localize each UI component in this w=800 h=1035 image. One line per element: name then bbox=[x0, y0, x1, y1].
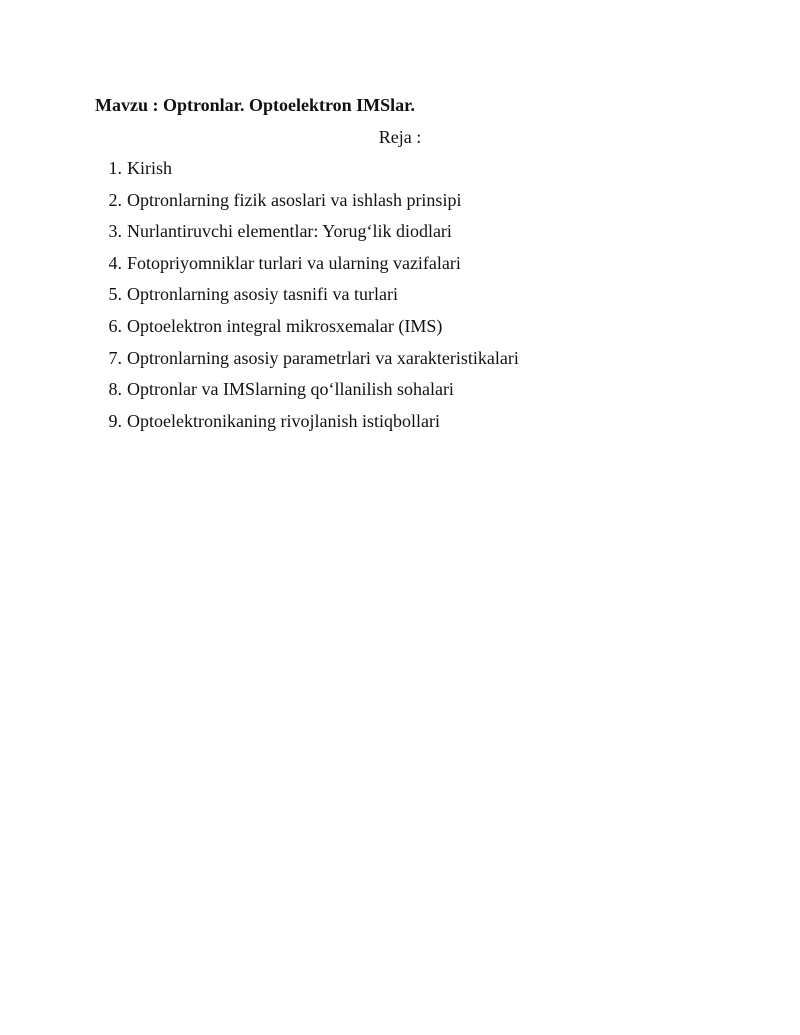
plan-item-text: Kirish bbox=[127, 158, 172, 178]
plan-item-number: 9. bbox=[108, 410, 122, 431]
plan-item-number: 1. bbox=[108, 158, 122, 178]
plan-item-number: 7. bbox=[108, 347, 122, 368]
plan-item-text: Optronlarning fizik asoslari va ishlash prinsipi bbox=[127, 189, 462, 210]
plan-item-text: Optronlarning asosiy tasnifi va turlari bbox=[127, 284, 398, 305]
plan-item-text: Optoelektronikaning rivojlanish istiqbollari bbox=[127, 410, 440, 431]
plan-item-text: Fotopriyomniklar turlari va ularning vazifalari bbox=[127, 252, 461, 273]
plan-heading bbox=[0, 126, 800, 148]
plan-item-number: 8. bbox=[108, 379, 122, 400]
page-title: Mavzu : Optronlar. Optoelektron IMSlar. bbox=[95, 95, 416, 115]
plan-item-number: 2. bbox=[108, 189, 122, 210]
plan-item-text: Optoelektron integral mikrosxemalar (IMS) bbox=[127, 315, 443, 336]
plan-item-number: 5. bbox=[108, 284, 122, 305]
plan-heading-text: Reja : bbox=[378, 127, 422, 147]
plan-item-number: 3. bbox=[108, 221, 122, 242]
plan-item-number: 6. bbox=[108, 315, 122, 336]
plan-item-text: Optronlarning asosiy parametrlari va xarakteristikalari bbox=[127, 347, 519, 368]
plan-item-text: Nurlantiruvchi elementlar: Yorug‘lik diodlari bbox=[127, 221, 452, 242]
plan-item-text: Optronlar va IMSlarning qo‘llanilish sohalari bbox=[127, 379, 454, 400]
plan-item-number: 4. bbox=[108, 252, 122, 273]
